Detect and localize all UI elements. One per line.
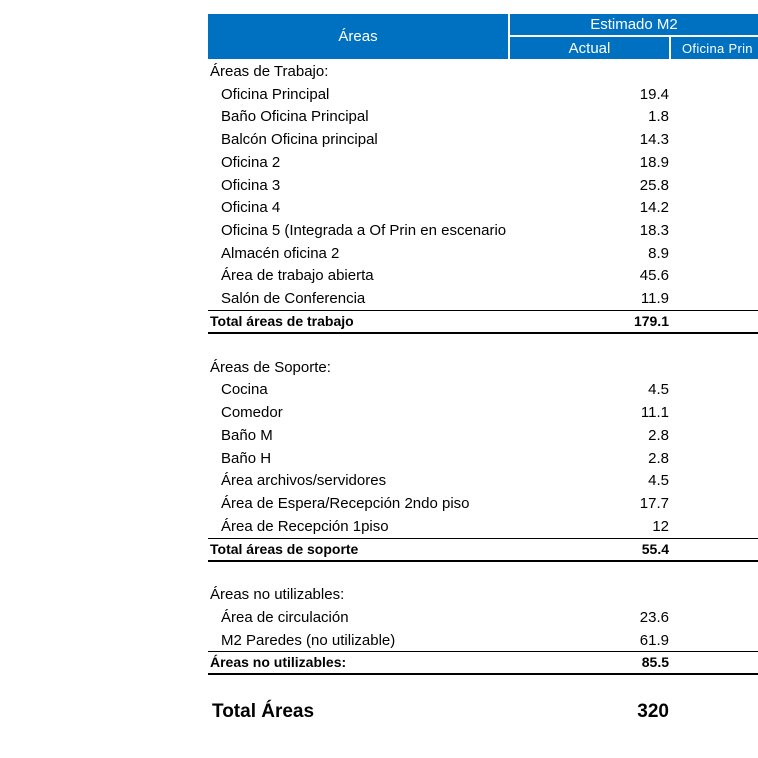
total-label: Total áreas de soporte <box>210 541 359 557</box>
table-row <box>208 379 758 401</box>
row-value: 17.7 <box>639 495 669 512</box>
row-value: 61.9 <box>639 632 669 649</box>
total-row-trabajo <box>208 310 758 334</box>
table-row <box>208 470 758 492</box>
row-label: Oficina 3 <box>221 177 281 194</box>
section-title-no-utilizables <box>208 584 758 606</box>
row-label: Almacén oficina 2 <box>221 245 340 262</box>
row-label: Área de circulación <box>221 609 349 626</box>
row-label: Comedor <box>221 404 283 421</box>
row-label: Balcón Oficina principal <box>221 131 378 148</box>
row-value: 2.8 <box>648 427 669 444</box>
section-title-soporte <box>208 357 758 379</box>
grand-total-row <box>212 698 758 726</box>
row-value: 23.6 <box>639 609 669 626</box>
row-label: Baño M <box>221 427 273 444</box>
row-label: Baño Oficina Principal <box>221 108 369 125</box>
section-title: Áreas de Trabajo: <box>210 63 329 80</box>
table-row <box>208 152 758 174</box>
total-label: Áreas no utilizables: <box>210 654 347 670</box>
row-label: M2 Paredes (no utilizable) <box>221 632 396 649</box>
row-value: 18.9 <box>639 154 669 171</box>
total-label: Total áreas de trabajo <box>210 313 354 329</box>
table-row <box>208 106 758 128</box>
row-label: Oficina Principal <box>221 86 330 103</box>
row-label: Oficina 2 <box>221 154 281 171</box>
row-value: 18.3 <box>639 222 669 239</box>
total-value: 179.1 <box>633 313 669 329</box>
row-label: Salón de Conferencia <box>221 290 366 307</box>
table-row <box>208 425 758 447</box>
row-value: 45.6 <box>639 267 669 284</box>
grand-total-label: Total Áreas <box>212 701 315 722</box>
section-title: Áreas de Soporte: <box>210 359 331 376</box>
total-value: 85.5 <box>641 654 669 670</box>
table-row <box>208 197 758 219</box>
table-row <box>208 607 758 629</box>
header-estimado-m2: Estimado M2 <box>510 14 758 35</box>
row-label: Área de Espera/Recepción 2ndo piso <box>221 495 470 512</box>
table-row <box>208 288 758 310</box>
row-label: Oficina 5 (Integrada a Of Prin en escenario <box>221 222 507 239</box>
row-value: 14.3 <box>639 131 669 148</box>
table-row <box>208 220 758 242</box>
total-row-no-utilizables <box>208 651 758 675</box>
header-areas: Áreas <box>208 14 508 59</box>
section-title-trabajo <box>208 61 758 83</box>
row-label: Área de trabajo abierta <box>221 267 374 284</box>
table-row <box>208 448 758 470</box>
table-row <box>208 243 758 265</box>
row-label: Área de Recepción 1piso <box>221 518 389 535</box>
row-value: 14.2 <box>639 199 669 216</box>
header-oficina-prin: Oficina Prin <box>671 37 758 59</box>
table-row <box>208 493 758 515</box>
table-row <box>208 175 758 197</box>
row-value: 12 <box>652 518 669 535</box>
row-value: 11.1 <box>640 404 669 421</box>
row-label: Oficina 4 <box>221 199 281 216</box>
row-label: Baño H <box>221 450 272 467</box>
row-value: 1.8 <box>648 108 669 125</box>
table-row <box>208 402 758 424</box>
row-label: Área archivos/servidores <box>221 472 387 489</box>
row-value: 4.5 <box>648 472 669 489</box>
row-value: 19.4 <box>639 86 669 103</box>
table-row <box>208 129 758 151</box>
table-row <box>208 84 758 106</box>
row-value: 25.8 <box>639 177 669 194</box>
header-actual: Actual <box>510 37 669 59</box>
row-value: 2.8 <box>648 450 669 467</box>
grand-total-value: 320 <box>637 701 669 722</box>
total-row-soporte <box>208 538 758 562</box>
row-value: 11.9 <box>640 290 669 307</box>
total-value: 55.4 <box>641 541 669 557</box>
table-row <box>208 630 758 652</box>
section-title: Áreas no utilizables: <box>210 586 345 603</box>
row-label: Cocina <box>221 381 268 398</box>
table-row <box>208 516 758 538</box>
table-row <box>208 265 758 287</box>
row-value: 4.5 <box>648 381 669 398</box>
row-value: 8.9 <box>648 245 669 262</box>
